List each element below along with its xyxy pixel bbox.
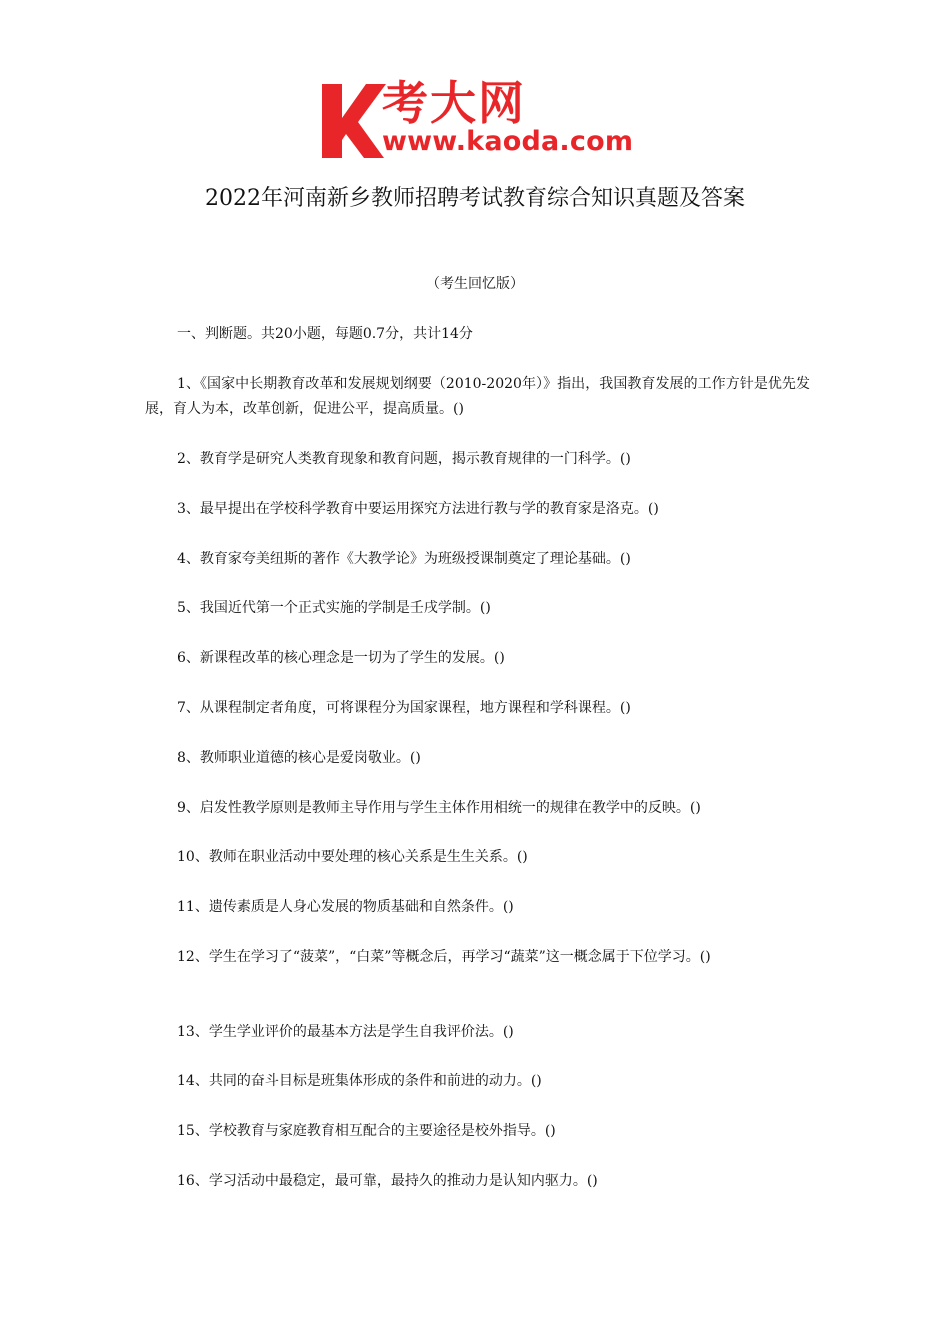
logo-url-text: www.kaoda.com: [382, 126, 634, 157]
question-item: 12、学生在学习了“菠菜”，“白菜”等概念后，再学习“蔬菜”这一概念属于下位学习。(): [177, 949, 711, 965]
question-item: 16、学习活动中最稳定，最可靠，最持久的推动力是认知内驱力。(): [177, 1173, 598, 1189]
question-item: 5、我国近代第一个正式实施的学制是壬戌学制。(): [177, 600, 491, 616]
question-item: 3、最早提出在学校科学教育中要运用探究方法进行教与学的教育家是洛克。(): [177, 501, 659, 517]
question-item: 4、教育家夸美纽斯的著作《大教学论》为班级授课制奠定了理论基础。(): [177, 551, 631, 567]
question-item: 14、共同的奋斗目标是班集体形成的条件和前进的动力。(): [177, 1073, 542, 1089]
question-item: 2、教育学是研究人类教育现象和教育问题，揭示教育规律的一门科学。(): [177, 451, 631, 467]
k-logo-icon: [318, 78, 388, 160]
question-item: 15、学校教育与家庭教育相互配合的主要途径是校外指导。(): [177, 1123, 556, 1139]
logo-chinese-name: 考大网: [382, 76, 526, 130]
question-item: 6、新课程改革的核心理念是一切为了学生的发展。(): [177, 650, 505, 666]
question-item: 11、遗传素质是人身心发展的物质基础和自然条件。(): [177, 899, 514, 915]
question-item: 1、《国家中长期教育改革和发展规划纲要（2010-2020年）》指出，我国教育发展的工作方针是优先发展，育人为本，改革创新，促进公平，提高质量。(): [145, 376, 810, 417]
question-item: 7、从课程制定者角度，可将课程分为国家课程，地方课程和学科课程。(): [177, 700, 631, 716]
question-item: 10、教师在职业活动中要处理的核心关系是生生关系。(): [177, 849, 528, 865]
document-title: 2022年河南新乡教师招聘考试教育综合知识真题及答案: [205, 186, 745, 211]
document-subtitle: （考生回忆版）: [426, 276, 524, 292]
kaoda-logo: [318, 78, 648, 160]
question-item: 9、启发性教学原则是教师主导作用与学生主体作用相统一的规律在教学中的反映。(): [177, 800, 701, 816]
question-item: 8、教师职业道德的核心是爱岗敬业。(): [177, 750, 421, 766]
section-heading: 一、判断题。共20小题，每题0.7分，共计14分: [177, 326, 473, 342]
question-item: 13、学生学业评价的最基本方法是学生自我评价法。(): [177, 1024, 514, 1040]
